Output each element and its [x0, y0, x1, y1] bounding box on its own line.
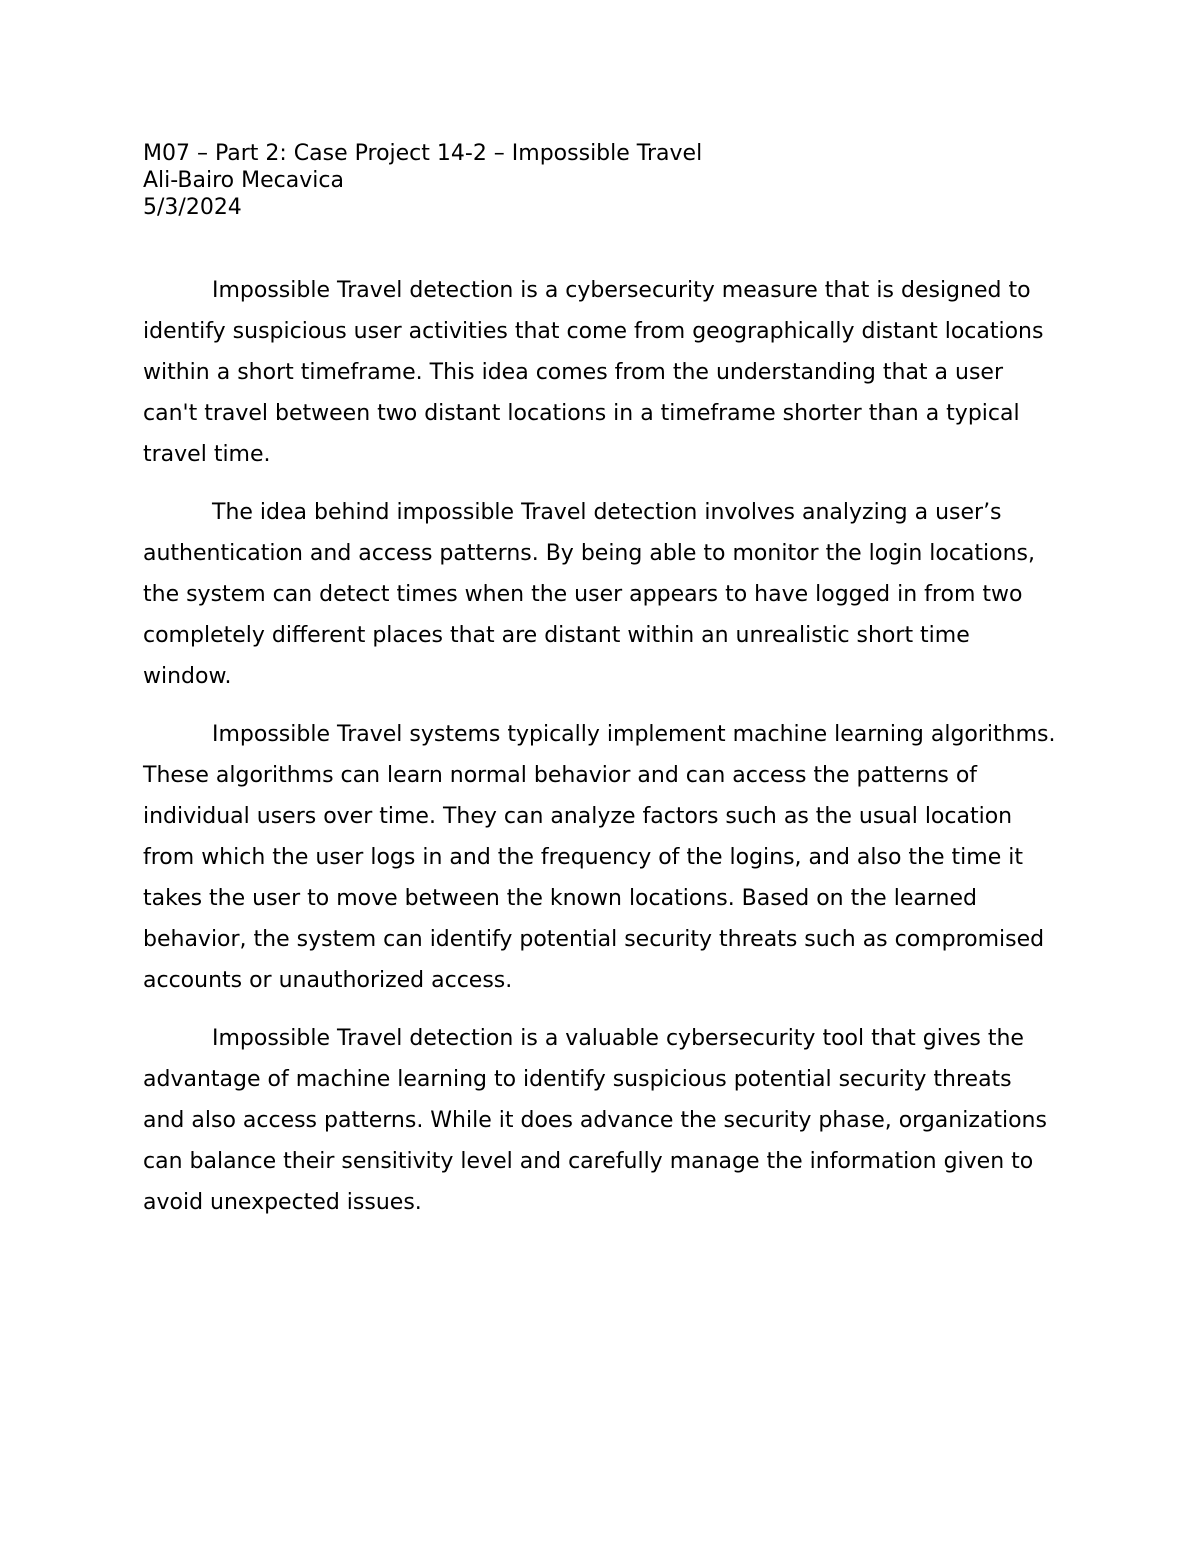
document-author: Ali-Bairo Mecavica	[143, 168, 344, 193]
document-title: M07 – Part 2: Case Project 14-2 – Impossible Travel	[143, 141, 703, 166]
document-header	[143, 140, 1058, 221]
document-date: 5/3/2024	[143, 195, 242, 220]
paragraph-1: Impossible Travel detection is a cybersecurity measure that is designed to identify suspicious user activities that come from geographically distant locations within a short timeframe. This idea comes from the understanding that a user can't travel between two distant locations in a timeframe shorter than a typical travel time.	[143, 278, 1044, 467]
paragraph-2: The idea behind impossible Travel detection involves analyzing a user’s authentication and access patterns. By being able to monitor the login locations, the system can detect times when the user appears to have logged in from two completely different places that are distant within an unrealistic short time window.	[143, 500, 1035, 689]
paragraph-3: Impossible Travel systems typically implement machine learning algorithms. These algorithms can learn normal behavior and can access the patterns of individual users over time. They can analyze factors such as the usual location from which the user logs in and the frequency of the logins, and also the time it takes the user to move between the known locations. Based on the learned behavior, the system can identify potential security threats such as compromised accounts or unauthorized access.	[143, 722, 1056, 993]
document-body	[143, 140, 1058, 1240]
paragraph-4: Impossible Travel detection is a valuable cybersecurity tool that gives the advantage of machine learning to identify suspicious potential security threats and also access patterns. While it does advance the security phase, organizations can balance their sensitivity level and carefully manage the information given to avoid unexpected issues.	[143, 1026, 1047, 1215]
